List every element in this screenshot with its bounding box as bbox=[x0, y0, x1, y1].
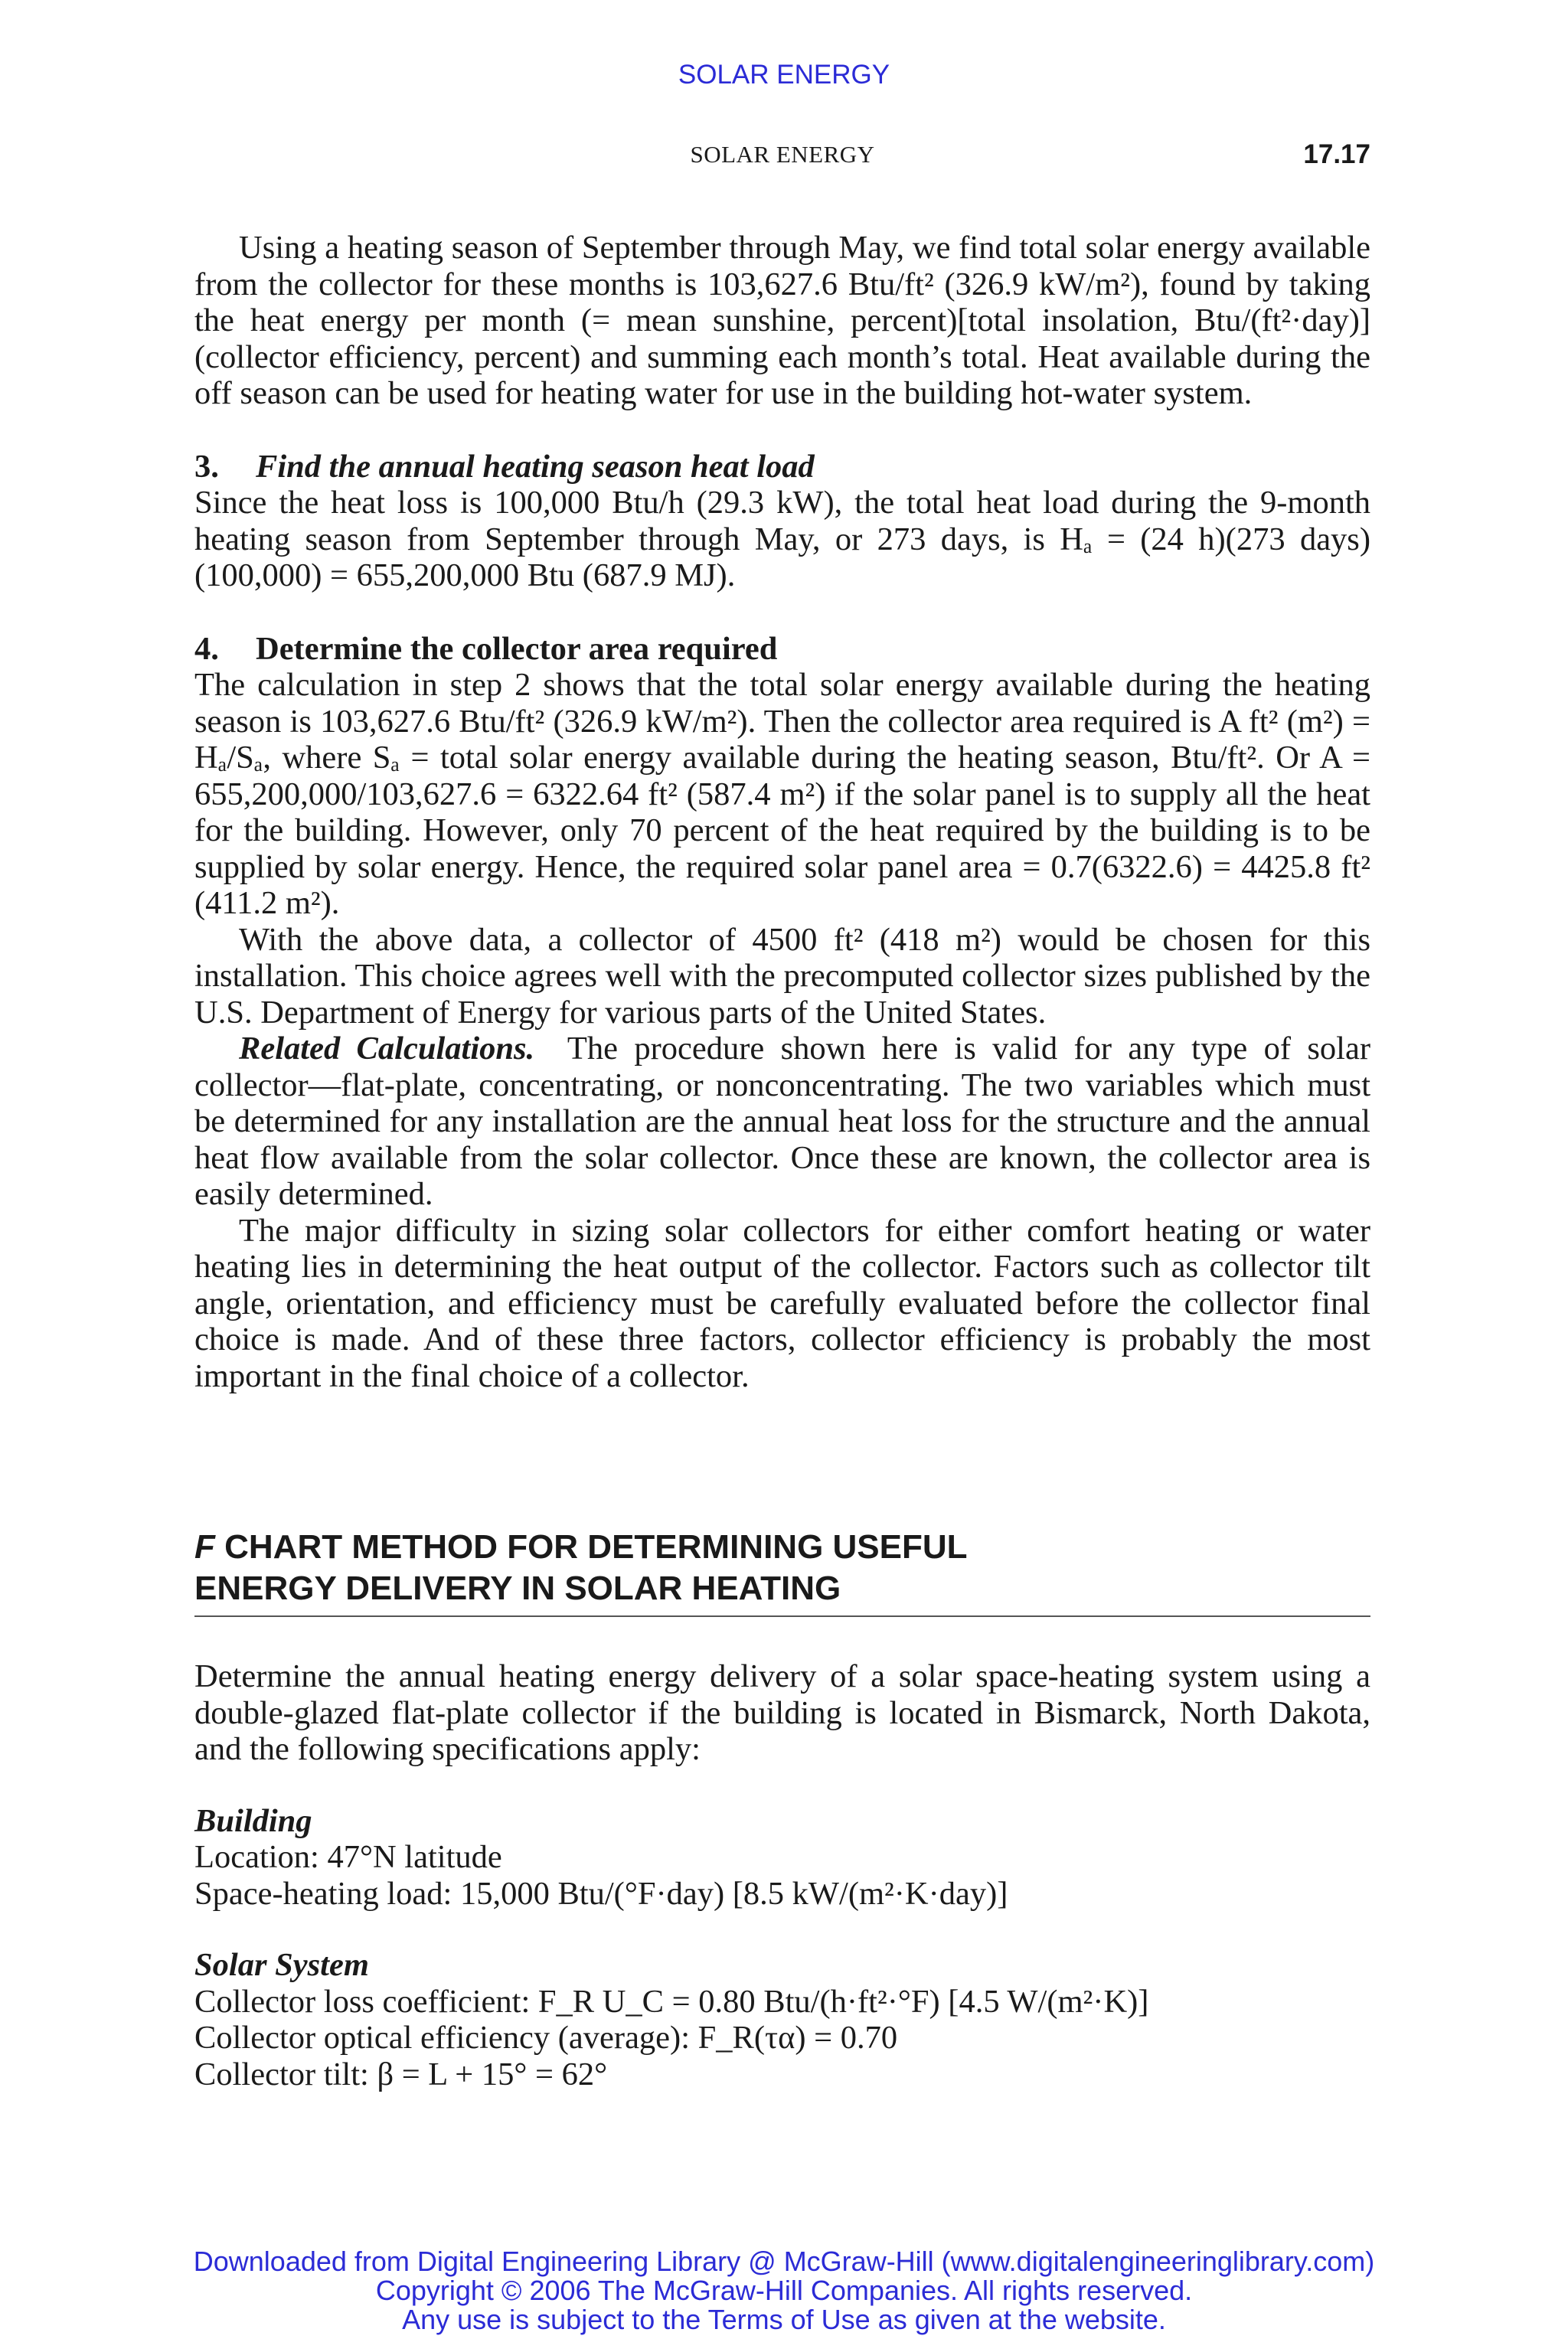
step-4-title: Determine the collector area required bbox=[256, 630, 778, 667]
difficulty-paragraph: The major difficulty in sizing solar collectors for either comfort heating or water heating lies in determining the heat output of the collector. Factors such as collector tilt angle, orientation, and efficiency must be carefully evaluated before the collector final choice is made. And of these three factors, collector efficiency is probably the most important in the final choice of a collector. bbox=[194, 1212, 1370, 1394]
upper-body-text bbox=[194, 230, 1370, 1394]
step-3-number: 3. bbox=[194, 448, 219, 485]
running-title: SOLAR ENERGY bbox=[690, 141, 875, 168]
section-title-line2: ENERGY DELIVERY IN SOLAR HEATING bbox=[194, 1570, 841, 1607]
building-location: Location: 47°N latitude bbox=[194, 1839, 502, 1875]
step-4-number: 4. bbox=[194, 630, 219, 667]
intro-paragraph: Using a heating season of September through May, we find total solar energy available from the collector for these months is 103,627.6 Btu/ft² (326.9 kW/m²), found by taking the heat energy per month (= mean sunshine, percent)[total insolation, Btu/(ft²·day)](collector efficiency, percent) and summing each month’s total. Heat available during the off season can be used for heating water for use in the building hot-water system. bbox=[194, 230, 1370, 411]
solar-system-heading: Solar System bbox=[194, 1947, 369, 1983]
step-4-heading bbox=[194, 631, 1370, 668]
section-title-line1: CHART METHOD FOR DETERMINING USEFUL bbox=[224, 1528, 968, 1566]
footer-terms[interactable]: Any use is subject to the Terms of Use as given at the website. bbox=[402, 2304, 1166, 2335]
collector-loss-coefficient: Collector loss coefficient: F_R U_C = 0.80 Btu/(h·ft²·°F) [4.5 W/(m²·K)] bbox=[194, 1983, 1149, 2020]
step-3-body: Since the heat loss is 100,000 Btu/h (29.3 kW), the total heat load during the 9-month heating season from September through May, or 273 days, is Hₐ = (24 h)(273 days)(100,000) = 655,200,000 Btu (687.9 MJ). bbox=[194, 485, 1370, 593]
page-number: 17.17 bbox=[1303, 139, 1370, 169]
footer bbox=[0, 2247, 1568, 2334]
building-load: Space-heating load: 15,000 Btu/(°F·day) [8.5 kW/(m²·K·day)] bbox=[194, 1875, 1008, 1912]
footer-download-link[interactable]: Downloaded from Digital Engineering Library @ McGraw-Hill (www.digitalengineeringlibrary.com) bbox=[193, 2246, 1375, 2277]
related-calculations-label: Related Calculations. bbox=[239, 1031, 535, 1067]
running-header bbox=[194, 141, 1370, 175]
collector-optical-efficiency: Collector optical efficiency (average): F_R(τα) = 0.70 bbox=[194, 2020, 898, 2056]
step-4-body: The calculation in step 2 shows that the total solar energy available during the heating season is 103,627.6 Btu/ft² (326.9 kW/m²). Then the collector area required is A ft² (m²) = Hₐ/Sₐ, where Sₐ = total solar energy available during the heating season, Btu/ft². Or A = 655,200,000/103,627.6 = 6322.64 ft² (587.4 m²) if the solar panel is to supply all the heat for the building. However, only 70 percent of the heat required by the building is to be supplied by solar energy. Hence, the required solar panel area = 0.7(6322.6) = 4425.8 ft² (411.2 m²). bbox=[194, 667, 1370, 921]
footer-copyright: Copyright © 2006 The McGraw-Hill Companies. All rights reserved. bbox=[375, 2275, 1193, 2306]
section-title bbox=[194, 1527, 1370, 1617]
building-heading: Building bbox=[194, 1802, 312, 1839]
related-calculations-body: The procedure shown here is valid for any type of solar collector—flat-plate, concentrating, or nonconcentrating. The two variables which must be determined for any installation are the annual heat loss for the structure and the annual heat flow available from the solar collector. Once these are known, the collector area is easily determined. bbox=[194, 1031, 1371, 1212]
top-banner: SOLAR ENERGY bbox=[678, 60, 890, 90]
section-title-lead: F bbox=[194, 1528, 215, 1566]
related-calculations-paragraph bbox=[194, 1031, 1370, 1213]
lower-body-text bbox=[194, 1658, 1370, 2092]
data-paragraph: With the above data, a collector of 4500 ft² (418 m²) would be chosen for this installation. This choice agrees well with the precomputed collector sizes published by the U.S. Department of Energy for various parts of the United States. bbox=[194, 921, 1370, 1031]
problem-paragraph: Determine the annual heating energy delivery of a solar space-heating system using a double-glazed flat-plate collector if the building is located in Bismarck, North Dakota, and the following specifications apply: bbox=[194, 1658, 1370, 1767]
step-3-heading bbox=[194, 449, 1370, 485]
step-3-title: Find the annual heating season heat load bbox=[256, 448, 815, 485]
collector-tilt: Collector tilt: β = L + 15° = 62° bbox=[194, 2056, 608, 2092]
